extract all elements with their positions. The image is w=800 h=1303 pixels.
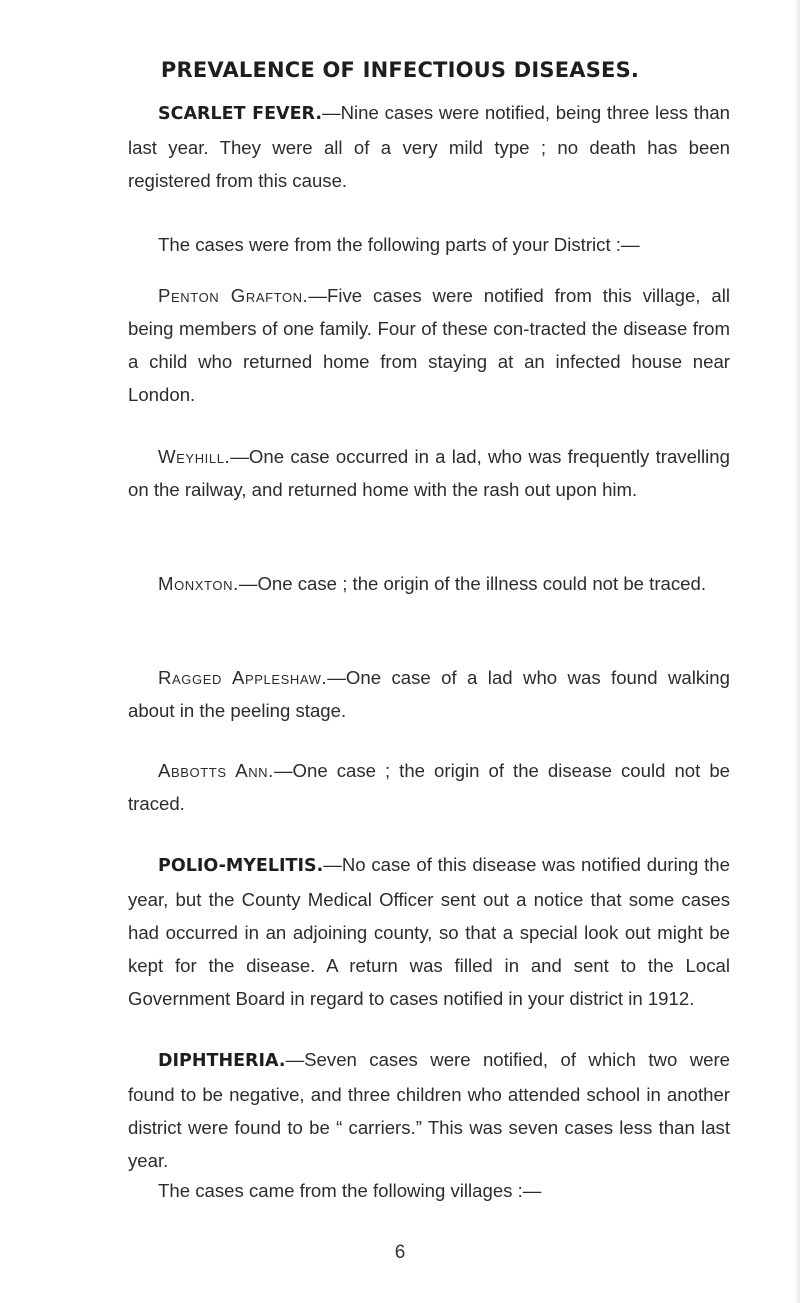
scarlet-parts-intro: The cases were from the following parts of your District :— — [158, 234, 640, 255]
monxton-paragraph — [128, 567, 730, 600]
scarlet-fever-heading: SCARLET FEVER. — [158, 104, 323, 124]
scan-edge-shadow — [794, 0, 800, 1303]
page-title: PREVALENCE OF INFECTIOUS DISEASES. — [160, 58, 640, 82]
ragged-appleshaw-paragraph — [128, 661, 730, 727]
ragged-appleshaw-text: —One case of a lad who was found walking about in the peeling stage. — [128, 667, 730, 721]
abbotts-ann-paragraph — [128, 754, 730, 820]
polio-myelitis-paragraph — [128, 848, 730, 1015]
penton-grafton-place: Penton Grafton. — [158, 285, 309, 306]
polio-myelitis-heading: POLIO-MYELITIS. — [158, 856, 324, 876]
penton-grafton-text: —Five cases were notified from this village, all being members of one family. Four of these con-tracted the disease from a child who returned home from staying at an infected house near London. — [128, 285, 730, 405]
diphtheria-heading: DIPHTHERIA. — [158, 1051, 286, 1071]
weyhill-paragraph — [128, 440, 730, 506]
diphtheria-paragraph — [128, 1043, 730, 1177]
polio-myelitis-text: —No case of this disease was notified during the year, but the County Medical Officer sent out a notice that some cases had occurred in an adjoining county, so that a special look out might be kept for the disease. A return was filled in and sent to the Local Government Board in regard to cases notified in your district in 1912. — [128, 854, 730, 1009]
abbotts-ann-text: —One case ; the origin of the disease could not be traced. — [128, 760, 731, 814]
abbotts-ann-place: Abbotts Ann. — [158, 760, 274, 781]
scarlet-fever-text: —Nine cases were notified, being three less than last year. They were all of a very mild type ; no death has been registered from this cause. — [128, 102, 730, 191]
weyhill-place: Weyhill. — [158, 446, 231, 467]
diphtheria-text: —Seven cases were notified, of which two were found to be negative, and three children who attended school in another district were found to be “ carriers.” This was seven cases less than last year. — [128, 1049, 730, 1171]
penton-grafton-paragraph — [128, 279, 730, 411]
diphtheria-villages-intro: The cases came from the following villages :— — [158, 1180, 542, 1201]
page-number: 6 — [394, 1242, 406, 1263]
scarlet-fever-paragraph — [128, 96, 730, 197]
ragged-appleshaw-place: Ragged Appleshaw. — [158, 667, 328, 688]
monxton-text: —One case ; the origin of the illness could not be traced. — [238, 573, 707, 594]
monxton-place: Monxton. — [158, 573, 239, 594]
weyhill-text: —One case occurred in a lad, who was frequently travelling on the railway, and returned home with the rash out upon him. — [128, 446, 730, 500]
